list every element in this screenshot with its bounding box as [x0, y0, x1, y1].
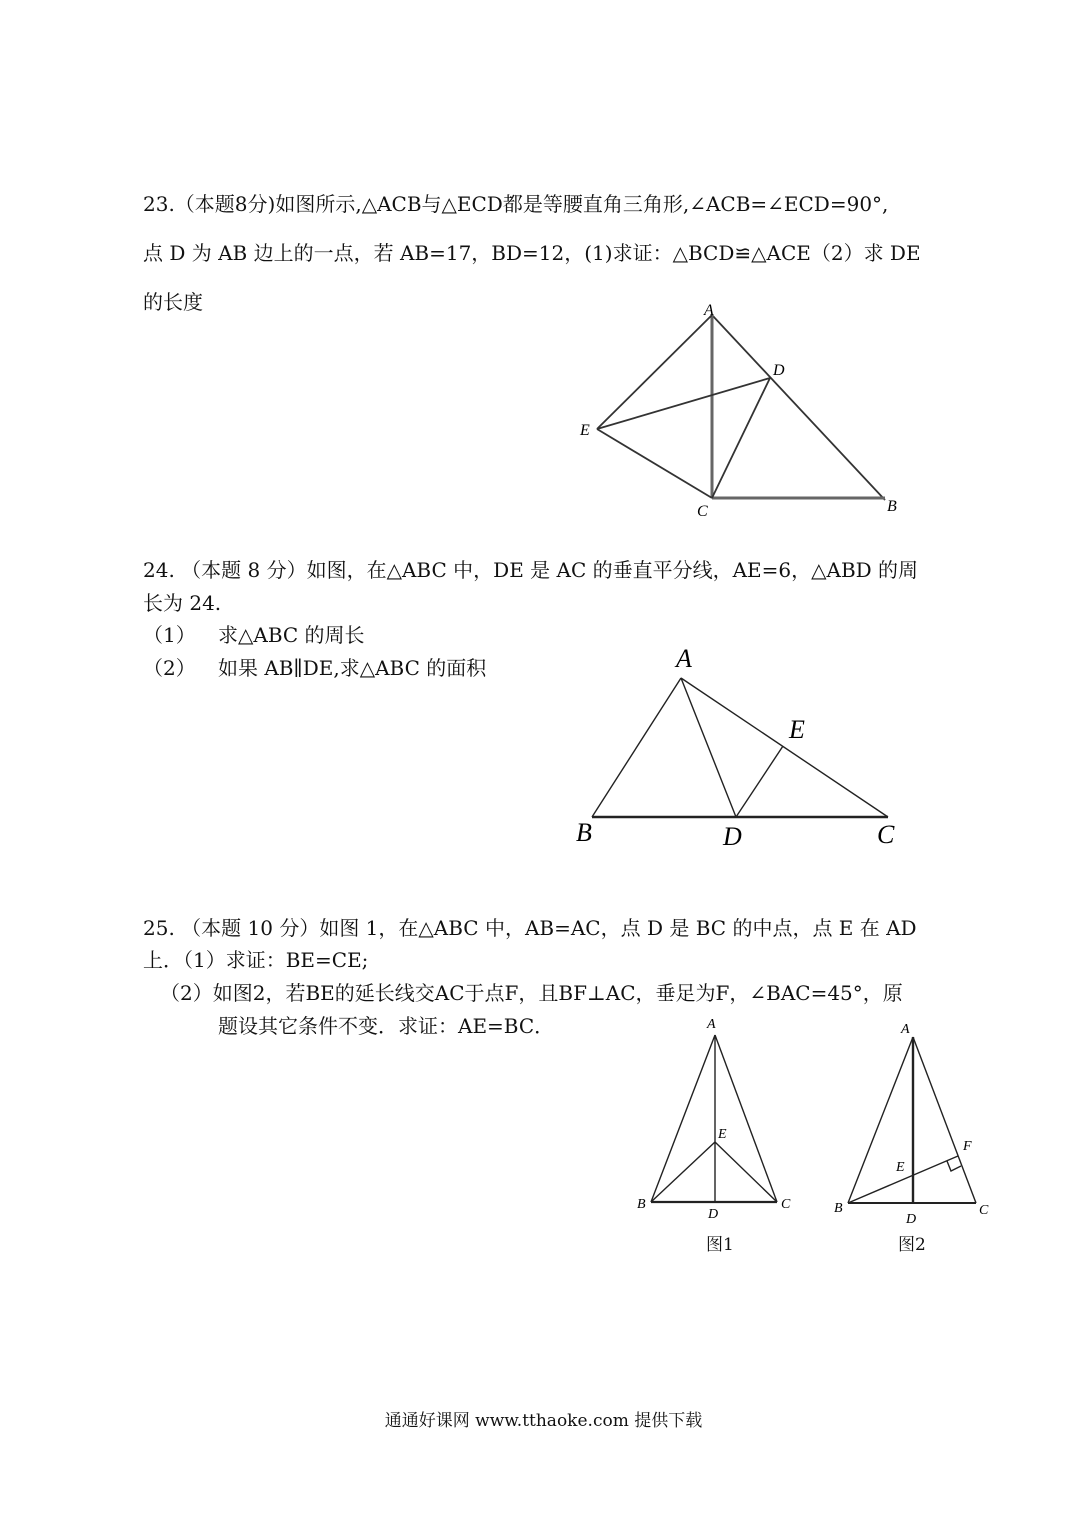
- label-a: A: [704, 302, 714, 319]
- label-b: B: [887, 498, 897, 515]
- label-b: B: [834, 1201, 843, 1216]
- label-e: E: [789, 715, 805, 744]
- label-e: E: [580, 422, 590, 439]
- label-c: C: [877, 820, 895, 849]
- segment-ad: [681, 678, 736, 817]
- q24-line-1: 24. （本题 8 分）如图，在△ABC 中，DE 是 AC 的垂直平分线，AE=6，△ABD 的周: [143, 558, 919, 582]
- label-c: C: [697, 503, 708, 520]
- label-d: D: [723, 822, 742, 851]
- q23-figure: [570, 295, 910, 525]
- label-d: D: [708, 1207, 719, 1222]
- q23-line-3: 的长度: [143, 290, 203, 314]
- label-e: E: [896, 1160, 905, 1175]
- label-d: D: [906, 1212, 917, 1227]
- segment-be: [651, 1142, 715, 1202]
- segment-ab: [651, 1035, 715, 1202]
- q24-item-1-text: 求△ABC 的周长: [218, 623, 365, 647]
- q25-line-1: 25. （本题 10 分）如图 1，在△ABC 中，AB=AC，点 D 是 BC 的中点，点 E 在 AD: [143, 916, 917, 940]
- right-angle-mark-f: [947, 1161, 961, 1171]
- q24-item-1-num: （1）: [143, 623, 196, 647]
- q25-line-2: 上．（1）求证：BE=CE;: [143, 948, 369, 972]
- label-b: B: [637, 1197, 646, 1212]
- segment-ab: [712, 315, 885, 500]
- label-f: F: [963, 1139, 972, 1154]
- label-c: C: [979, 1203, 989, 1218]
- segment-ab: [848, 1037, 913, 1203]
- label-c: C: [781, 1197, 791, 1212]
- q24-line-2: 长为 24.: [143, 591, 222, 615]
- label-a: A: [707, 1017, 716, 1032]
- segment-ac: [681, 678, 888, 817]
- label-d: D: [773, 362, 785, 379]
- q25-figure-2: [825, 1010, 1000, 1230]
- segment-de: [736, 746, 783, 817]
- segment-dc: [712, 378, 770, 498]
- q23-line-2: 点 D 为 AB 边上的一点，若 AB=17，BD=12，(1)求证：△BCD≌△ACE（2）求 DE: [143, 241, 921, 265]
- segment-ec: [597, 429, 712, 498]
- q25-figure-1-caption: 图1: [706, 1235, 734, 1255]
- q24-figure: [570, 640, 920, 860]
- q25-figure-2-caption: 图2: [898, 1235, 926, 1255]
- segment-ab: [592, 678, 681, 817]
- segment-ac: [715, 1035, 777, 1202]
- q24-item-2-text: 如果 AB∥DE,求△ABC 的面积: [218, 656, 487, 680]
- label-a: A: [901, 1022, 910, 1037]
- q23-line-1: 23.（本题8分)如图所示,△ACB与△ECD都是等腰直角三角形,∠ACB=∠ECD=90°,: [143, 192, 889, 216]
- q25-figure-1: [620, 1005, 810, 1230]
- label-a: A: [676, 644, 692, 673]
- label-b: B: [576, 818, 592, 847]
- segment-ec: [715, 1142, 777, 1202]
- q25-line-3: （2）如图2，若BE的延长线交AC于点F，且BF⊥AC，垂足为F，∠BAC=45°，原: [160, 981, 903, 1005]
- q25-line-4: 题设其它条件不变．求证：AE=BC．: [218, 1014, 555, 1038]
- segment-ac: [913, 1037, 976, 1203]
- label-e: E: [718, 1127, 727, 1142]
- q24-item-2-num: （2）: [143, 656, 196, 680]
- page-footer: 通通好课网 www.tthaoke.com 提供下载: [384, 1411, 703, 1431]
